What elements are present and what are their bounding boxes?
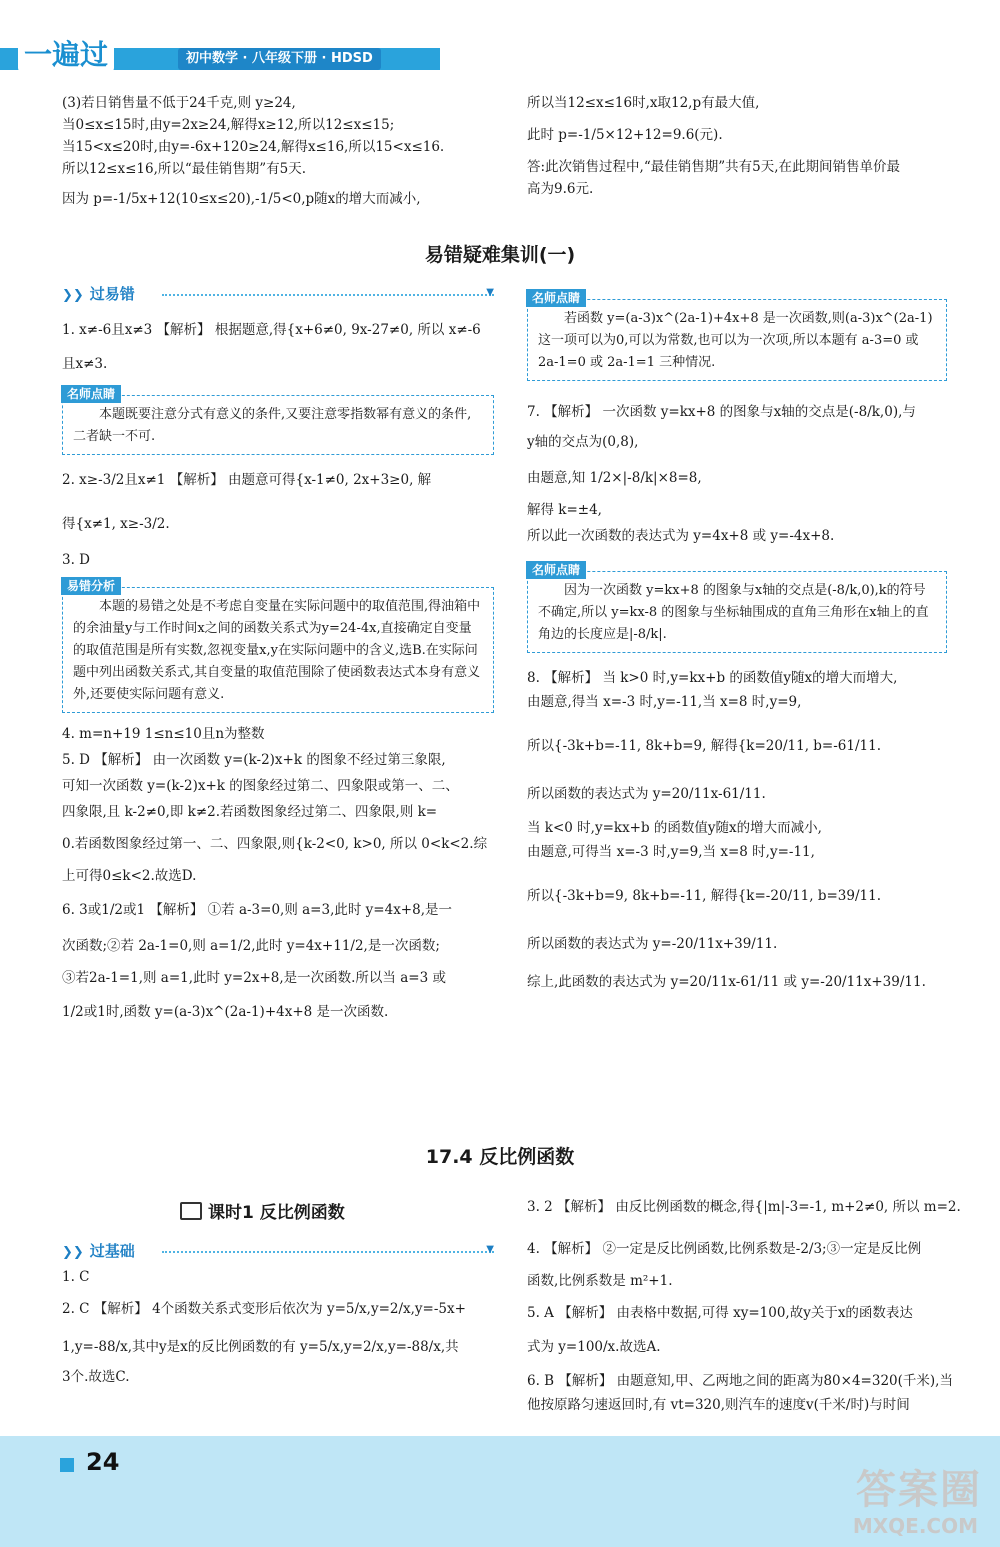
tip-tag: 名师点睛 — [61, 385, 121, 403]
answer-6-line: 6. 3或1/2或1 【解析】 ①若 a-3=0,则 a=3,此时 y=4x+8,是一 — [62, 902, 452, 918]
answer-8-line: 综上,此函数的表达式为 y=20/11x-61/11 或 y=-20/11x+39/11. — [527, 974, 926, 990]
text-line: 当0≤x≤15时,由y=2x≥24,解得x≥12,所以12≤x≤15; — [62, 117, 395, 133]
subject-tag: 初中数学 · 八年级下册 · HDSD — [178, 48, 381, 70]
dotted-rule — [162, 1251, 494, 1253]
basic-3-line: 3. 2 【解析】 由反比例函数的概念,得{|m|-3=-1, m+2≠0, 所以 m=2. — [527, 1199, 961, 1215]
chevrons-icon: ❯❯ — [62, 288, 84, 303]
basic-5-line: 式为 y=100/x.故选A. — [527, 1339, 661, 1355]
basic-4-line: 函数,比例系数是 m²+1. — [527, 1273, 673, 1289]
basic-1-line: 1. C — [62, 1269, 90, 1285]
basic-2-line: 2. C 【解析】 4个函数关系式变形后依次为 y=5/x,y=2/x,y=-5x+ — [62, 1301, 466, 1317]
brand-logo: 一遍过 — [18, 38, 114, 72]
answer-7-line: y轴的交点为(0,8), — [527, 434, 639, 450]
guo-yicuo-label: 过易错 — [89, 285, 135, 303]
answer-8-line: 所以函数的表达式为 y=-20/11x+39/11. — [527, 936, 778, 952]
tip-box-4 — [527, 563, 947, 653]
arrow-down-icon: ▼ — [486, 287, 494, 298]
page-square-icon — [60, 1458, 74, 1472]
basic-6-line: 他按原路匀速返回时,有 vt=320,则汽车的速度v(千米/时)与时间 — [527, 1397, 910, 1413]
basic-5-line: 5. A 【解析】 由表格中数据,可得 xy=100,故y关于x的函数表达 — [527, 1305, 913, 1321]
watermark: 答案圈 — [856, 1467, 982, 1513]
answer-5-line: 四象限,且 k-2≠0,即 k≠2.若函数图象经过第二、四象限,则 k= — [62, 804, 438, 820]
top-left-text — [62, 92, 494, 210]
section-bar-guo-jichu — [62, 1240, 494, 1262]
top-right-text — [527, 92, 947, 200]
section-bar-label — [62, 283, 135, 304]
text-line: 当15<x≤20时,由y=-6x+120≥24,解得x≤16,所以15<x≤16. — [62, 139, 445, 155]
header — [0, 38, 1000, 78]
answer-6-line: 次函数;②若 2a-1=0,则 a=1/2,此时 y=4x+11/2,是一次函数; — [62, 938, 440, 954]
answer-8-line: 所以{-3k+b=-11, 8k+b=9, 解得{k=20/11, b=-61/11. — [527, 738, 881, 754]
guo-jichu-label: 过基础 — [89, 1242, 135, 1260]
basic-6-line: 6. B 【解析】 由题意知,甲、乙两地之间的距离为80×4=320(千米),当 — [527, 1373, 953, 1389]
basic-4-line: 4. 【解析】 ②一定是反比例函数,比例系数是-2/3;③一定是反比例 — [527, 1241, 922, 1257]
tip-box-1 — [62, 387, 494, 455]
answer-8-line: 由题意,得当 x=-3 时,y=-11,当 x=8 时,y=9, — [527, 694, 802, 710]
answer-4-line: 4. m=n+19 1≤n≤10且n为整数 — [62, 726, 265, 742]
text-line: 因为 p=-1/5x+12(10≤x≤20),-1/5<0,p随x的增大而减小, — [62, 191, 421, 207]
section-title-yicuo: 易错疑难集训(一) — [424, 244, 576, 266]
answer-7-line: 由题意,知 1/2×|-8/k|×8=8, — [527, 470, 702, 486]
answer-7-line: 解得 k=±4, — [527, 502, 602, 518]
tip-text: 本题既要注意分式有意义的条件,又要注意零指数幂有意义的条件,二者缺一不可. — [73, 407, 472, 444]
error-text: 本题的易错之处是不考虑自变量在实际问题中的取值范围,得油箱中的余油量y与工作时间x之间的函数关系式为y=24-4x,直接确定自变量的取值范围是所有实数,忽视变量x,y在实际问题中的含义,选B.在实际问题中列出函数关系式,其自变量的取值范围除了使函数表达式本身有意义外,还要使实际问题有意义. — [73, 599, 481, 702]
page-number: 24 — [86, 1448, 120, 1476]
answer-6-line: ③若2a-1=1,则 a=1,此时 y=2x+8,是一次函数.所以当 a=3 或 — [62, 970, 446, 986]
answer-8-line: 所以函数的表达式为 y=20/11x-61/11. — [527, 786, 766, 802]
text-line: 所以12≤x≤16,所以“最佳销售期”有5天. — [62, 161, 307, 177]
text-line: 高为9.6元. — [527, 181, 594, 197]
tip-text: 若函数 y=(a-3)x^(2a-1)+4x+8 是一次函数,则(a-3)x^(2a-1)这一项可以为0,可以为常数,也可以为一次项,所以本题有 a-3=0 或 2a-1=0 或 2a-1=1 三种情况. — [538, 311, 933, 370]
answer-5-line: 可知一次函数 y=(k-2)x+k 的图象经过第二、四象限或第一、二、 — [62, 778, 459, 794]
answer-8-line: 所以{-3k+b=9, 8k+b=-11, 解得{k=-20/11, b=39/11. — [527, 888, 881, 904]
dotted-rule — [162, 294, 494, 296]
answer-8-line: 当 k<0 时,y=kx+b 的函数值y随x的增大而减小, — [527, 820, 822, 836]
arrow-down-icon: ▼ — [486, 1244, 494, 1255]
answer-2-line: 得{x≠1, x≥-3/2. — [62, 516, 170, 532]
answer-1-line: 且x≠3. — [62, 356, 108, 372]
bottom-left-column — [62, 1240, 494, 1388]
chevrons-icon: ❯❯ — [62, 1245, 84, 1260]
text-line: 所以当12≤x≤16时,x取12,p有最大值, — [527, 95, 760, 111]
answer-6-line: 1/2或1时,函数 y=(a-3)x^(2a-1)+4x+8 是一次函数. — [62, 1004, 389, 1020]
watermark-url: MXQE.COM — [852, 1514, 978, 1538]
bottom-right-column — [527, 1196, 961, 1416]
basic-2-line: 1,y=-88/x,其中y是x的反比例函数的有 y=5/x,y=2/x,y=-88/x,共 — [62, 1339, 459, 1355]
left-column — [62, 283, 494, 1023]
basic-2-line: 3个.故选C. — [62, 1369, 130, 1385]
text-line: 此时 p=-1/5×12+12=9.6(元). — [527, 127, 723, 143]
lesson-title-text: 课时1 反比例函数 — [208, 1203, 345, 1223]
section-title-fanbili: 17.4 反比例函数 — [425, 1146, 575, 1168]
answer-8-line: 由题意,可得当 x=-3 时,y=9,当 x=8 时,y=-11, — [527, 844, 815, 860]
answer-5-line: 上可得0≤k<2.故选D. — [62, 868, 197, 884]
tip-box-3 — [527, 291, 947, 381]
answer-8-line: 8. 【解析】 当 k>0 时,y=kx+b 的函数值y随x的增大而增大, — [527, 670, 898, 686]
page-footer — [0, 1436, 1000, 1547]
tip-tag: 名师点睛 — [526, 561, 586, 579]
answer-5-line: 0.若函数图象经过第一、二、四象限,则{k-2<0, k>0, 所以 0<k<2.综 — [62, 836, 488, 852]
right-column — [527, 291, 947, 993]
answer-7-line: 7. 【解析】 一次函数 y=kx+8 的图象与x轴的交点是(-8/k,0),与 — [527, 404, 916, 420]
book-icon — [180, 1202, 202, 1220]
tip-tag: 名师点睛 — [526, 289, 586, 307]
answer-7-line: 所以此一次函数的表达式为 y=4x+8 或 y=-4x+8. — [527, 528, 835, 544]
answer-5-line: 5. D 【解析】 由一次函数 y=(k-2)x+k 的图象不经过第三象限, — [62, 752, 446, 768]
text-line: 答:此次销售过程中,“最佳销售期”共有5天,在此期间销售单价最 — [527, 159, 901, 175]
section-bar-label — [62, 1240, 135, 1261]
error-tag: 易错分析 — [61, 577, 121, 595]
lesson-title — [180, 1198, 345, 1223]
error-analysis-box — [62, 579, 494, 713]
answer-2-line: 2. x≥-3/2且x≠1 【解析】 由题意可得{x-1≠0, 2x+3≥0, 解 — [62, 472, 432, 488]
answer-3-line: 3. D — [62, 552, 90, 568]
answer-1-line: 1. x≠-6且x≠3 【解析】 根据题意,得{x+6≠0, 9x-27≠0, 所以 x≠-6 — [62, 322, 481, 338]
text-line: (3)若日销售量不低于24千克,则 y≥24, — [62, 95, 296, 111]
tip-text: 因为一次函数 y=kx+8 的图象与x轴的交点是(-8/k,0),k的符号不确定,所以 y=kx-8 的图象与坐标轴围成的直角三角形在x轴上的直角边的长度应是|-8/k|. — [538, 583, 929, 642]
section-bar-guo-yicuo — [62, 283, 494, 305]
